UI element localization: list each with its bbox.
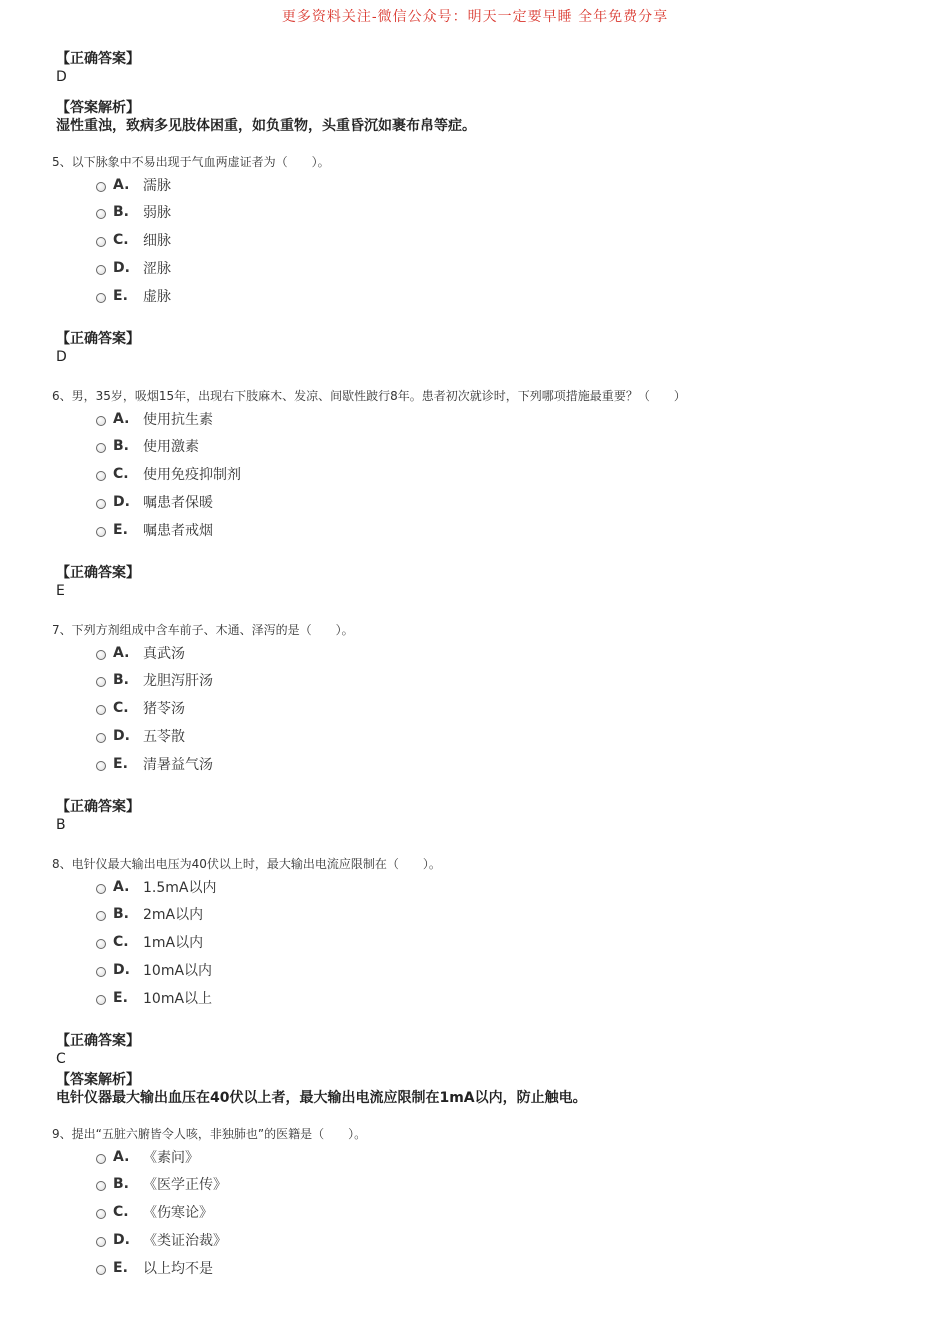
radio-icon[interactable]: [96, 1209, 106, 1219]
option-9-b[interactable]: B. 《医学正传》: [96, 1175, 227, 1193]
option-8-c[interactable]: C. 1mA以内: [96, 933, 203, 951]
option-6-e[interactable]: E. 嘱患者戒烟: [96, 521, 213, 539]
radio-icon[interactable]: [96, 1265, 106, 1275]
option-9-c[interactable]: C. 《伤寒论》: [96, 1203, 213, 1221]
radio-icon[interactable]: [96, 884, 106, 894]
radio-icon[interactable]: [96, 182, 106, 192]
analysis-block-8: [56, 1071, 587, 1107]
radio-icon[interactable]: [96, 416, 106, 426]
answer-letter: B: [56, 817, 66, 833]
analysis-label: 【答案解析】: [56, 1072, 140, 1088]
radio-icon[interactable]: [96, 265, 106, 275]
analysis-label: 【答案解析】: [56, 100, 140, 116]
answer-block-7: [56, 798, 140, 834]
header-banner: 更多资料关注-微信公众号：明天一定要早睡 全年免费分享: [281, 9, 669, 25]
answer-letter: D: [56, 349, 67, 365]
answer-block-top: [56, 50, 140, 86]
answer-label: 【正确答案】: [56, 331, 140, 347]
radio-icon[interactable]: [96, 939, 106, 949]
radio-icon[interactable]: [96, 650, 106, 660]
question-9: 9、提出“五脏六腑皆令人咳，非独肺也”的医籍是（ ）。: [52, 1127, 367, 1141]
option-9-d[interactable]: D. 《类证治裁》: [96, 1231, 227, 1249]
radio-icon[interactable]: [96, 733, 106, 743]
radio-icon[interactable]: [96, 499, 106, 509]
answer-letter: D: [56, 69, 67, 85]
option-7-a[interactable]: A. 真武汤: [96, 644, 185, 662]
option-5-c[interactable]: C. 细脉: [96, 231, 171, 249]
radio-icon[interactable]: [96, 995, 106, 1005]
option-7-c[interactable]: C. 猪苓汤: [96, 699, 185, 717]
radio-icon[interactable]: [96, 677, 106, 687]
option-5-e[interactable]: E. 虚脉: [96, 287, 171, 305]
question-7: 7、下列方剂组成中含车前子、木通、泽泻的是（ ）。: [52, 623, 354, 637]
radio-icon[interactable]: [96, 761, 106, 771]
question-6: 6、男，35岁，吸烟15年，出现右下肢麻木、发凉、间歇性跛行8年。患者初次就诊时，下列哪项措施最重要？（ ）: [52, 389, 686, 403]
option-6-d[interactable]: D. 嘱患者保暖: [96, 493, 213, 511]
radio-icon[interactable]: [96, 471, 106, 481]
option-6-b[interactable]: B. 使用激素: [96, 437, 199, 455]
radio-icon[interactable]: [96, 527, 106, 537]
question-8: 8、电针仪最大输出电压为40伏以上时，最大输出电流应限制在（ ）。: [52, 857, 441, 871]
analysis-text: 电针仪器最大输出血压在40伏以上者，最大输出电流应限制在1mA以内，防止触电。: [56, 1090, 587, 1106]
option-8-b[interactable]: B. 2mA以内: [96, 905, 203, 923]
answer-label: 【正确答案】: [56, 799, 140, 815]
radio-icon[interactable]: [96, 967, 106, 977]
option-7-d[interactable]: D. 五苓散: [96, 727, 185, 745]
option-7-b[interactable]: B. 龙胆泻肝汤: [96, 671, 213, 689]
option-8-a[interactable]: A. 1.5mA以内: [96, 878, 216, 896]
radio-icon[interactable]: [96, 1181, 106, 1191]
answer-block-5: [56, 330, 140, 366]
answer-letter: C: [56, 1051, 66, 1067]
option-5-a[interactable]: A. 濡脉: [96, 176, 171, 194]
analysis-block-top: [56, 99, 476, 135]
radio-icon[interactable]: [96, 293, 106, 303]
option-6-a[interactable]: A. 使用抗生素: [96, 410, 213, 428]
option-5-d[interactable]: D. 涩脉: [96, 259, 171, 277]
radio-icon[interactable]: [96, 705, 106, 715]
answer-label: 【正确答案】: [56, 51, 140, 67]
answer-label: 【正确答案】: [56, 1033, 140, 1049]
option-8-e[interactable]: E. 10mA以上: [96, 989, 212, 1007]
option-7-e[interactable]: E. 清暑益气汤: [96, 755, 213, 773]
option-9-a[interactable]: A. 《素问》: [96, 1148, 199, 1166]
radio-icon[interactable]: [96, 443, 106, 453]
radio-icon[interactable]: [96, 911, 106, 921]
answer-block-8: [56, 1032, 140, 1068]
radio-icon[interactable]: [96, 1237, 106, 1247]
radio-icon[interactable]: [96, 1154, 106, 1164]
answer-block-6: [56, 564, 140, 600]
answer-letter: E: [56, 583, 65, 599]
analysis-text: 湿性重浊，致病多见肢体困重，如负重物，头重昏沉如裹布帛等症。: [56, 118, 476, 134]
question-5: 5、以下脉象中不易出现于气血两虚证者为（ ）。: [52, 155, 330, 169]
option-6-c[interactable]: C. 使用免疫抑制剂: [96, 465, 241, 483]
option-5-b[interactable]: B. 弱脉: [96, 203, 171, 221]
radio-icon[interactable]: [96, 237, 106, 247]
answer-label: 【正确答案】: [56, 565, 140, 581]
radio-icon[interactable]: [96, 209, 106, 219]
option-9-e[interactable]: E. 以上均不是: [96, 1259, 213, 1277]
option-8-d[interactable]: D. 10mA以内: [96, 961, 212, 979]
